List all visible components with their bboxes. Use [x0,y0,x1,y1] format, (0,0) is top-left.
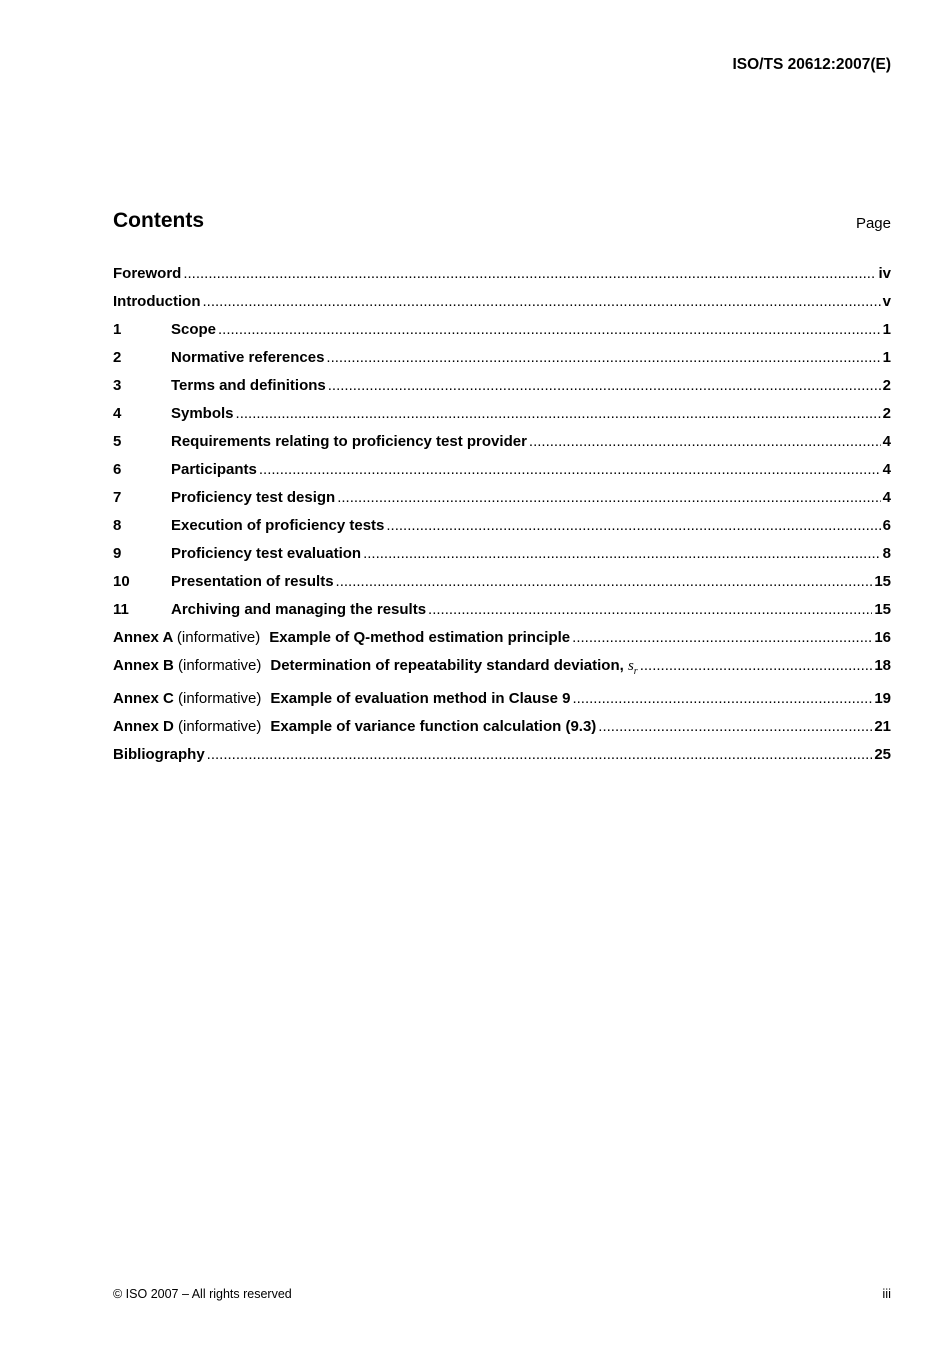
toc-entry-page: iv [878,265,891,282]
toc-entry-title: Example of evaluation method in Clause 9 [270,690,571,707]
toc-entry-clause-1[interactable] [113,321,891,349]
toc-entry-number: 9 [113,545,122,562]
page-number: iii [882,1286,891,1301]
toc-entry-foreword[interactable] [113,265,891,293]
toc-entry-bibliography[interactable] [113,746,891,774]
toc-leader-dots [183,265,876,282]
toc-entry-page: 8 [882,545,891,562]
toc-leader-dots [202,293,880,310]
toc-entry-annex-d[interactable] [113,718,891,746]
toc-entry-page: 1 [882,349,891,366]
toc-annex-prefix [113,657,261,674]
copyright-notice: © ISO 2007 – All rights reserved [113,1287,292,1301]
toc-leader-dots [207,746,873,763]
toc-entry-title: Normative references [171,349,325,366]
toc-entry-title: Execution of proficiency tests [171,517,385,534]
toc-entry-clause-11[interactable] [113,601,891,629]
toc-leader-dots [572,629,872,646]
toc-entry-clause-4[interactable] [113,405,891,433]
toc-annex-label: Annex D [113,718,174,735]
toc-entry-number: 11 [113,601,129,618]
toc-entry-clause-7[interactable] [113,489,891,517]
toc-entry-page: 2 [882,377,891,394]
toc-entry-number: 10 [113,573,130,590]
toc-leader-dots [529,433,881,450]
toc-annex-kind: (informative) [178,690,262,707]
toc-entry-clause-10[interactable] [113,573,891,601]
toc-leader-dots [598,718,872,735]
toc-entry-title: Example of variance function calculation (9.3) [270,718,597,735]
toc-entry-title: Archiving and managing the results [171,601,427,618]
math-subscript: r [633,666,638,677]
toc-entry-number: 4 [113,405,122,422]
toc-annex-prefix [113,718,261,735]
toc-leader-dots [328,377,881,394]
toc-entry-number: 2 [113,349,122,366]
toc-entry-page: 4 [882,489,891,506]
toc-entry-annex-b[interactable] [113,657,891,690]
table-of-contents [113,265,891,774]
math-symbol-s-r [627,658,638,677]
toc-entry-number: 5 [113,433,122,450]
document-id: ISO/TS 20612:2007(E) [732,56,891,73]
toc-annex-label: Annex A [113,629,173,646]
math-symbol: s [627,658,634,674]
toc-entry-page: 25 [874,746,891,763]
toc-leader-dots [572,690,872,707]
toc-entry-number: 3 [113,377,122,394]
toc-annex-label: Annex B [113,657,174,674]
toc-annex-label: Annex C [113,690,174,707]
toc-leader-dots [326,349,880,366]
toc-entry-page: 19 [874,690,891,707]
toc-annex-prefix [113,629,260,646]
toc-leader-dots [259,461,881,478]
toc-entry-page: 21 [874,718,891,735]
toc-entry-title: Scope [171,321,217,338]
toc-annex-kind: (informative) [178,718,262,735]
toc-entry-page: 4 [882,433,891,450]
toc-leader-dots [386,517,880,534]
toc-entry-clause-9[interactable] [113,545,891,573]
toc-entry-title: Presentation of results [171,573,334,590]
toc-entry-number: 6 [113,461,122,478]
toc-leader-dots [236,405,881,422]
toc-entry-title: Bibliography [113,746,205,763]
toc-entry-clause-5[interactable] [113,433,891,461]
toc-entry-page: 4 [882,461,891,478]
toc-leader-dots [336,573,873,590]
contents-title: Contents [113,209,204,232]
toc-entry-clause-6[interactable] [113,461,891,489]
toc-leader-dots [337,489,880,506]
toc-entry-page: 18 [874,657,891,674]
toc-entry-title: Introduction [113,293,201,310]
toc-entry-page: 15 [874,573,891,590]
toc-annex-kind: (informative) [178,657,262,674]
toc-entry-clause-2[interactable] [113,349,891,377]
toc-entry-title: Requirements relating to proficiency test provider [171,433,527,450]
toc-leader-dots [640,657,873,674]
toc-leader-dots [218,321,881,338]
toc-entry-title: Foreword [113,265,182,282]
toc-entry-clause-3[interactable] [113,377,891,405]
toc-entry-page: 6 [882,517,891,534]
page-column-label: Page [855,215,891,232]
toc-entry-title: Participants [171,461,257,478]
toc-entry-clause-8[interactable] [113,517,891,545]
toc-entry-title: Proficiency test design [171,489,336,506]
toc-entry-title [270,657,637,677]
toc-entry-title: Symbols [171,405,234,422]
toc-entry-title: Terms and definitions [171,377,326,394]
toc-entry-page: 2 [882,405,891,422]
toc-entry-annex-c[interactable] [113,690,891,718]
toc-entry-page: v [882,293,891,310]
toc-entry-introduction[interactable] [113,293,891,321]
toc-annex-prefix [113,690,261,707]
toc-entry-number: 1 [113,321,122,338]
toc-entry-page: 1 [882,321,891,338]
toc-entry-page: 15 [874,601,891,618]
toc-entry-title: Example of Q-method estimation principle [269,629,571,646]
toc-entry-page: 16 [874,629,891,646]
toc-entry-title-text: Determination of repeatability standard deviation, [270,657,624,674]
toc-entry-title: Proficiency test evaluation [171,545,362,562]
toc-leader-dots [428,601,872,618]
toc-entry-number: 8 [113,517,122,534]
toc-annex-kind: (informative) [176,629,261,646]
toc-entry-number: 7 [113,489,122,506]
toc-entry-annex-a[interactable] [113,629,891,657]
toc-leader-dots [363,545,881,562]
